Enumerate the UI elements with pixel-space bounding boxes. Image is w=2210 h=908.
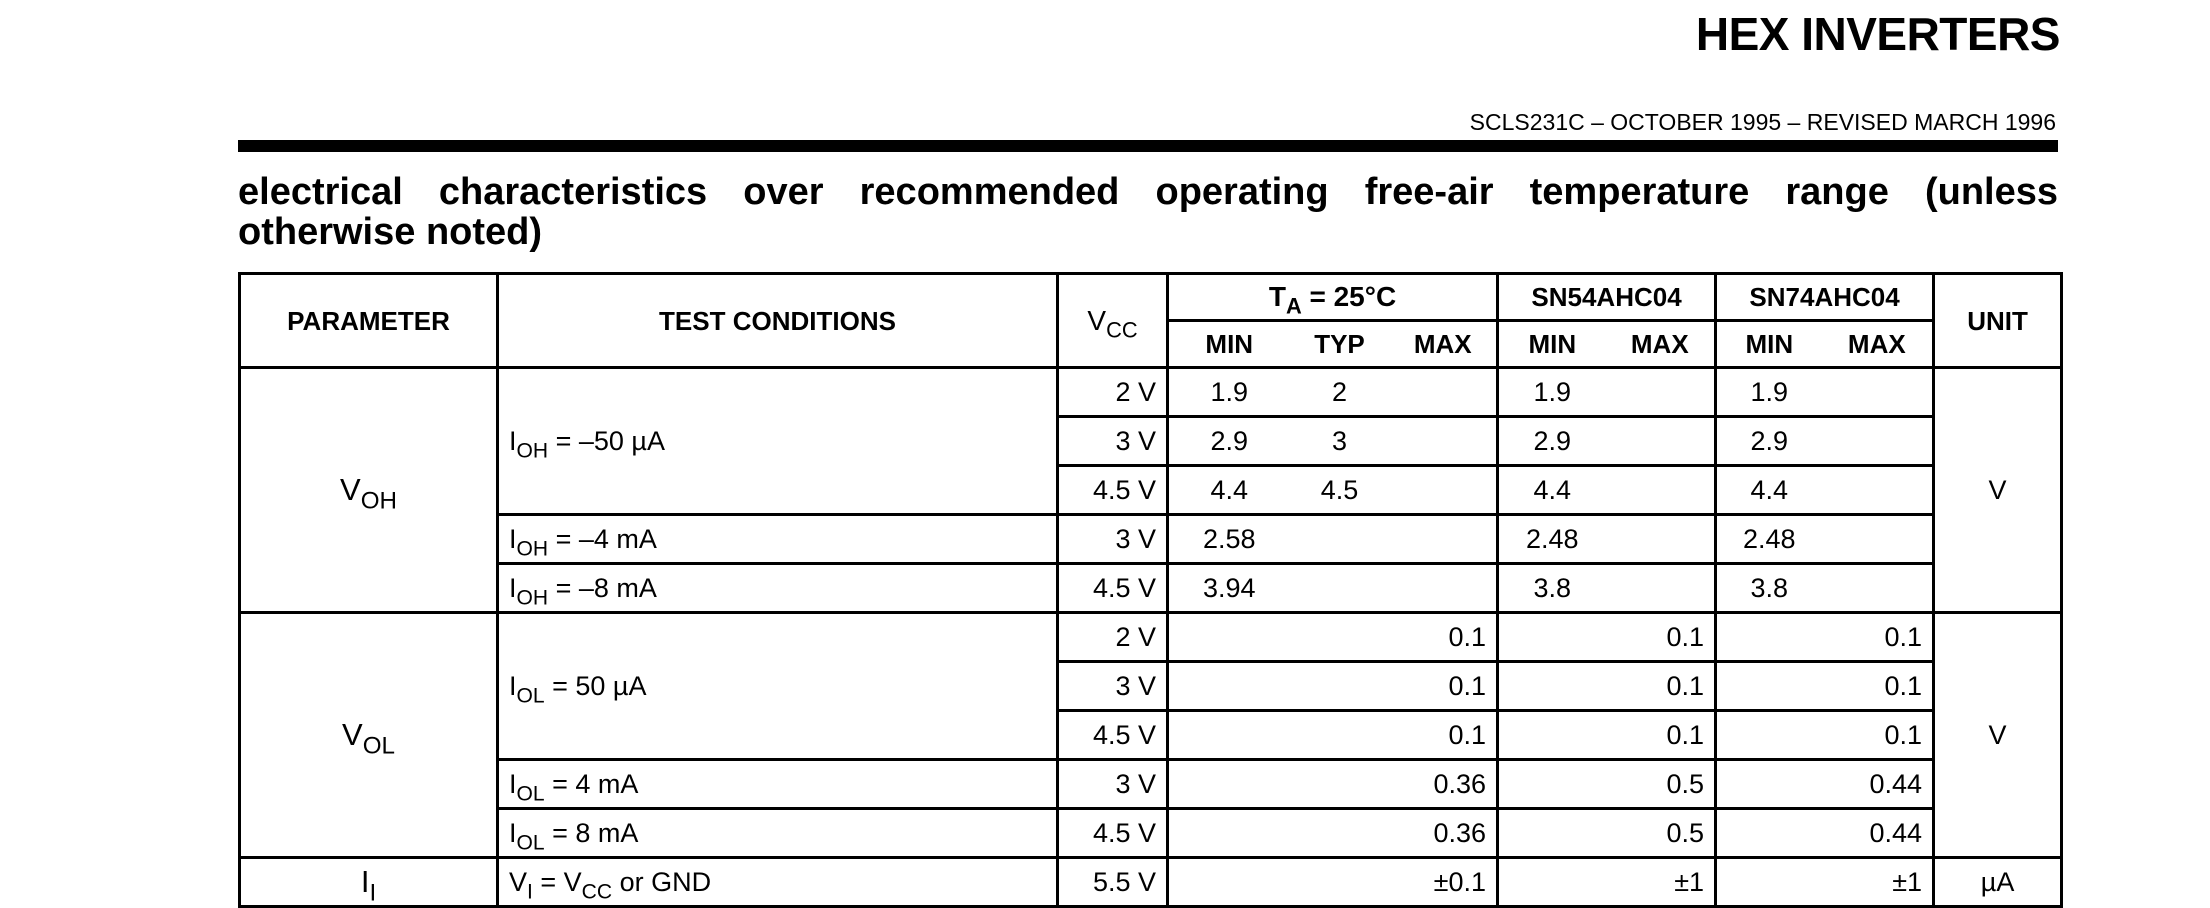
sn74-max-cell: ±1	[1822, 858, 1934, 907]
sn54-max-cell	[1606, 466, 1716, 515]
cond-iol-50ua: $I_{OL} = 50$ µA	[498, 613, 1058, 760]
document-reference: SCLS231C – OCTOBER 1995 – REVISED MARCH 1996	[1469, 109, 2056, 135]
header-ta-min: MIN	[1168, 321, 1290, 368]
vcc-cell: 5.5 V	[1058, 858, 1168, 907]
section-heading-line1: electrical characteristics over recommended operating free-air temperature range (unless	[238, 171, 2058, 213]
header-sn74ahc04: SN74AHC04	[1716, 274, 1934, 321]
table-header-row-1	[240, 274, 2062, 321]
sn54-min-cell	[1498, 809, 1606, 858]
vcc-cell: 4.5 V	[1058, 564, 1168, 613]
header-sn54ahc04: SN54AHC04	[1498, 274, 1716, 321]
ta-max-cell	[1390, 417, 1498, 466]
header-parameter: PARAMETER	[240, 274, 498, 368]
header-sn54-max: MAX	[1606, 321, 1716, 368]
table-row	[240, 515, 2062, 564]
vcc-cell: 3 V	[1058, 515, 1168, 564]
header-ta-max: MAX	[1390, 321, 1498, 368]
sn74-min-cell	[1716, 711, 1822, 760]
sn74-min-cell	[1716, 858, 1822, 907]
sn54-max-cell: 0.5	[1606, 760, 1716, 809]
ta-typ-cell	[1290, 809, 1390, 858]
table-row	[240, 368, 2062, 417]
sn74-max-cell	[1822, 564, 1934, 613]
sn74-min-cell	[1716, 809, 1822, 858]
table-row	[240, 613, 2062, 662]
cond-iol-8ma: $I_{OL} = 8$ mA	[498, 809, 1058, 858]
table-row	[240, 760, 2062, 809]
param-voh: $V_{OH}$	[240, 368, 498, 613]
vcc-cell: 4.5 V	[1058, 711, 1168, 760]
sn54-min-cell	[1498, 760, 1606, 809]
sn74-min-cell	[1716, 760, 1822, 809]
sn74-min-cell	[1716, 662, 1822, 711]
ta-typ-cell	[1290, 662, 1390, 711]
sn74-min-cell: 3.8	[1716, 564, 1822, 613]
sn54-max-cell: ±1	[1606, 858, 1716, 907]
ta-typ-cell: 3	[1290, 417, 1390, 466]
sn74-max-cell: 0.1	[1822, 613, 1934, 662]
ta-max-cell: 0.1	[1390, 662, 1498, 711]
unit-ii: µA	[1934, 858, 2062, 907]
ta-min-cell: 2.9	[1168, 417, 1290, 466]
ta-min-cell	[1168, 613, 1290, 662]
sn54-max-cell	[1606, 368, 1716, 417]
sn54-max-cell	[1606, 564, 1716, 613]
ta-min-cell: 4.4	[1168, 466, 1290, 515]
header-sn74-max: MAX	[1822, 321, 1934, 368]
ta-typ-cell	[1290, 760, 1390, 809]
sn54-min-cell	[1498, 711, 1606, 760]
sn54-min-cell: 4.4	[1498, 466, 1606, 515]
ta-min-cell: 2.58	[1168, 515, 1290, 564]
sn74-max-cell	[1822, 417, 1934, 466]
ta-max-cell: 0.36	[1390, 760, 1498, 809]
header-rule	[238, 140, 2058, 152]
sn54-min-cell: 2.48	[1498, 515, 1606, 564]
sn54-max-cell	[1606, 417, 1716, 466]
ta-min-cell	[1168, 809, 1290, 858]
ta-min-cell	[1168, 858, 1290, 907]
header-sn74-min: MIN	[1716, 321, 1822, 368]
sn54-min-cell: 3.8	[1498, 564, 1606, 613]
sn74-max-cell	[1822, 515, 1934, 564]
param-ii: $I_I$	[240, 858, 498, 907]
vcc-cell: 4.5 V	[1058, 466, 1168, 515]
ta-min-cell: 1.9	[1168, 368, 1290, 417]
sn54-max-cell: 0.1	[1606, 662, 1716, 711]
sn74-max-cell: 0.1	[1822, 711, 1934, 760]
sn74-max-cell: 0.44	[1822, 809, 1934, 858]
sn74-max-cell	[1822, 466, 1934, 515]
cond-ioh-4ma: $I_{OH} = -4$ mA	[498, 515, 1058, 564]
sn74-min-cell: 2.48	[1716, 515, 1822, 564]
header-ta-typ: TYP	[1290, 321, 1390, 368]
sn54-max-cell: 0.5	[1606, 809, 1716, 858]
ta-max-cell	[1390, 515, 1498, 564]
ta-min-cell	[1168, 662, 1290, 711]
vcc-cell: 3 V	[1058, 417, 1168, 466]
ta-max-cell	[1390, 466, 1498, 515]
cond-vi: $V_I = V_{CC}$ or GND	[498, 858, 1058, 907]
ta-max-cell	[1390, 564, 1498, 613]
sn74-min-cell: 1.9	[1716, 368, 1822, 417]
sn54-min-cell: 1.9	[1498, 368, 1606, 417]
sn54-min-cell: 2.9	[1498, 417, 1606, 466]
param-vol: $V_{OL}$	[240, 613, 498, 858]
section-heading-line2: otherwise noted)	[238, 211, 543, 253]
ta-max-cell: 0.1	[1390, 711, 1498, 760]
sn74-min-cell: 2.9	[1716, 417, 1822, 466]
sn54-min-cell	[1498, 613, 1606, 662]
ta-typ-cell: 2	[1290, 368, 1390, 417]
header-vcc: $V_{CC}$	[1058, 274, 1168, 368]
sn74-max-cell	[1822, 368, 1934, 417]
section-heading	[238, 172, 2058, 252]
vcc-cell: 3 V	[1058, 760, 1168, 809]
vcc-cell: 2 V	[1058, 368, 1168, 417]
sn74-max-cell: 0.1	[1822, 662, 1934, 711]
ta-min-cell	[1168, 711, 1290, 760]
sn54-max-cell: 0.1	[1606, 711, 1716, 760]
ta-typ-cell	[1290, 858, 1390, 907]
sn74-max-cell: 0.44	[1822, 760, 1934, 809]
sn54-min-cell	[1498, 858, 1606, 907]
header-unit: UNIT	[1934, 274, 2062, 368]
sn74-min-cell	[1716, 613, 1822, 662]
sn54-min-cell	[1498, 662, 1606, 711]
cond-iol-4ma: $I_{OL} = 4$ mA	[498, 760, 1058, 809]
sn54-max-cell: 0.1	[1606, 613, 1716, 662]
ta-typ-cell	[1290, 613, 1390, 662]
table-row	[240, 564, 2062, 613]
unit-vol: V	[1934, 613, 2062, 858]
ta-min-cell: 3.94	[1168, 564, 1290, 613]
vcc-cell: 3 V	[1058, 662, 1168, 711]
page-title: HEX INVERTERS	[1695, 8, 2060, 60]
unit-voh: V	[1934, 368, 2062, 613]
header-sn54-min: MIN	[1498, 321, 1606, 368]
cond-ioh-50ua: $I_{OH} = -50$ µA	[498, 368, 1058, 515]
header-ta-25c: $T_A = 25^\circ C$	[1168, 274, 1498, 321]
header-test-conditions: TEST CONDITIONS	[498, 274, 1058, 368]
ta-min-cell	[1168, 760, 1290, 809]
sn74-min-cell: 4.4	[1716, 466, 1822, 515]
ta-typ-cell	[1290, 564, 1390, 613]
ta-typ-cell: 4.5	[1290, 466, 1390, 515]
ta-typ-cell	[1290, 711, 1390, 760]
ta-max-cell: 0.1	[1390, 613, 1498, 662]
vcc-cell: 2 V	[1058, 613, 1168, 662]
ta-typ-cell	[1290, 515, 1390, 564]
ta-max-cell	[1390, 368, 1498, 417]
electrical-characteristics-table	[238, 272, 2063, 908]
ta-max-cell: ±0.1	[1390, 858, 1498, 907]
vcc-cell: 4.5 V	[1058, 809, 1168, 858]
cond-ioh-8ma: $I_{OH} = -8$ mA	[498, 564, 1058, 613]
sn54-max-cell	[1606, 515, 1716, 564]
table-row	[240, 858, 2062, 907]
ta-max-cell: 0.36	[1390, 809, 1498, 858]
table-row	[240, 809, 2062, 858]
